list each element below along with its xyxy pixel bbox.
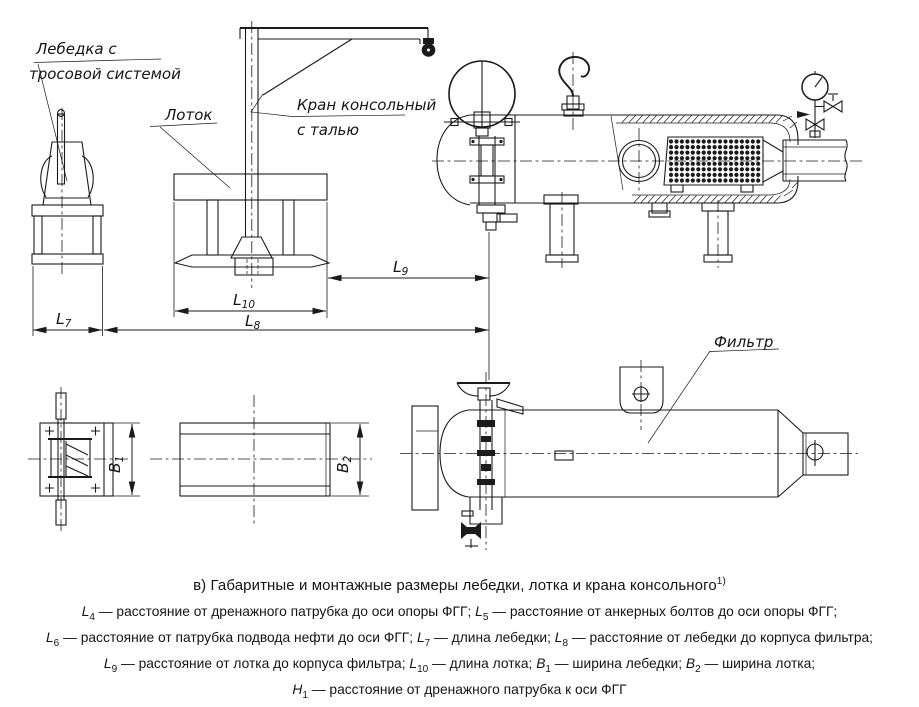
tray-side-view xyxy=(160,127,329,275)
winch-label-line1: Лебедка с xyxy=(36,40,117,58)
drain-nozzle xyxy=(477,205,517,230)
tray-label: Лоток xyxy=(165,106,213,124)
figure-caption xyxy=(0,576,919,594)
crane-label-line1: Кран консольный xyxy=(297,96,437,114)
legend-line-4: $H_1$ — расстояние от дренажного патрубка к оси ФГГ xyxy=(292,682,627,702)
caption-text: в) Габаритные и монтажные размеры лебедки, лотка и крана консольного xyxy=(193,577,717,594)
filter-label: Фильтр xyxy=(714,333,774,351)
flow-arrow xyxy=(797,111,810,118)
winch-side-view xyxy=(32,64,103,275)
dim-label-B2: B2 xyxy=(334,455,354,473)
drawing-labels xyxy=(29,40,779,473)
lifting-lug xyxy=(620,360,663,430)
tray-plan-view xyxy=(150,395,372,527)
fgg-vessel-side-view xyxy=(432,52,862,268)
dimension-legend xyxy=(0,602,919,707)
lifting-hook xyxy=(559,52,589,132)
nozzle-plug xyxy=(807,440,823,466)
filter-gate-valve xyxy=(457,372,523,550)
perforated-basket xyxy=(664,137,783,192)
dim-label-L8: L8 xyxy=(245,312,261,332)
cantilever-crane xyxy=(240,21,435,288)
dim-label-L9: L9 xyxy=(393,258,409,278)
dim-label-L10: L10 xyxy=(233,291,256,311)
dim-label-L7: L7 xyxy=(56,310,72,330)
dim-label-B1: B1 xyxy=(106,455,126,473)
anchor-bolt-marks xyxy=(45,427,100,493)
winch-label-line2: тросовой системой xyxy=(29,65,181,83)
legend-line-1: $L_4$ — расстояние от дренажного патрубка до оси опоры ФГГ; $L_5$ — расстояние от анкерных болтов до оси опоры ФГГ; xyxy=(81,604,838,623)
legend-line-2: $L_6$ — расстояние от патрубка подвода нефти до оси ФГГ; $L_7$ — длина лебедки; $L_8$ — расстояние от лебедки до корпуса фильтра; xyxy=(45,630,874,649)
filter-plan-view xyxy=(400,351,858,550)
gate-valve-handwheel xyxy=(444,61,520,205)
outlet-nozzle xyxy=(783,140,847,181)
footnote-reference: 1) xyxy=(716,576,726,587)
legend-line-3: $L_9$ — расстояние от лотка до корпуса фильтра; $L_{10}$ — длина лотка; $B_1$ — ширина лебедки; $B_2$ — ширина лотка; xyxy=(103,656,816,676)
crane-label-line2: с талью xyxy=(297,121,359,139)
pressure-gauge xyxy=(797,71,842,138)
crane-hook-trolley xyxy=(422,38,436,57)
